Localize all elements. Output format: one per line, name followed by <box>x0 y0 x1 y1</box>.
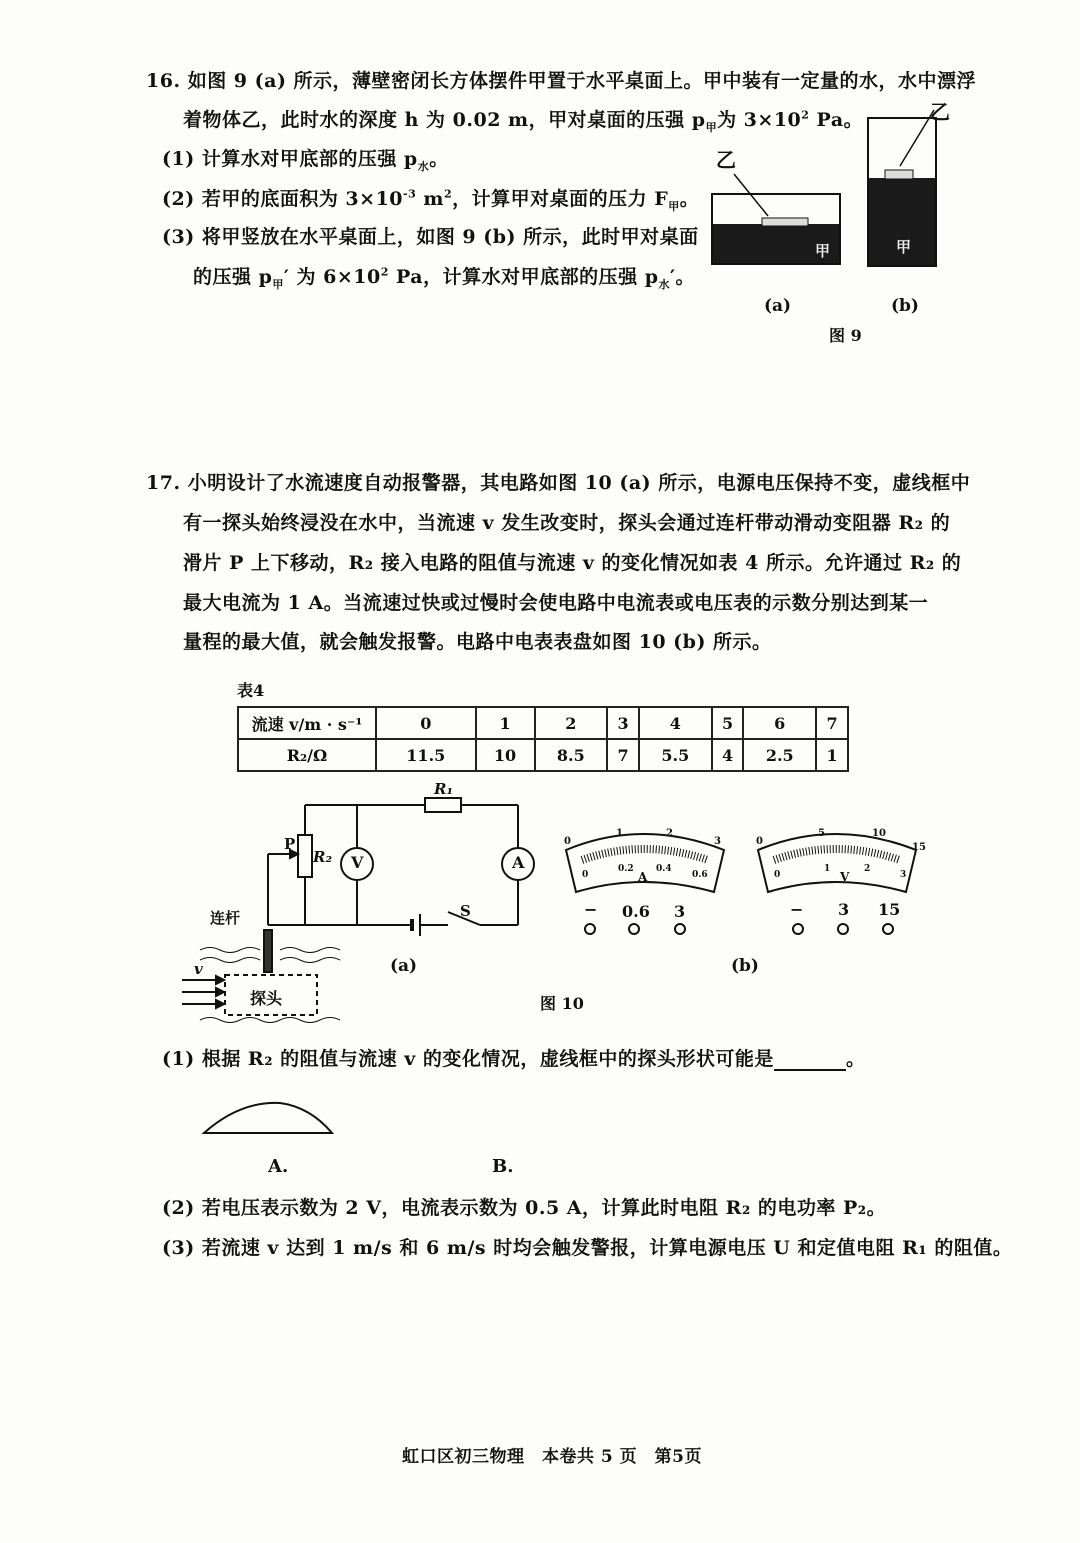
table-cell: 8.5 <box>535 739 608 771</box>
q17-number: 17. <box>146 472 181 494</box>
table-cell: 5.5 <box>639 739 712 771</box>
ammeter-top-2: 2 <box>666 828 673 839</box>
ammeter-terminal-06: 0.6 <box>622 902 650 921</box>
resistor-r1 <box>425 798 461 812</box>
voltmeter-top-2: 10 <box>872 828 886 839</box>
voltmeter-terminal-neg: − <box>790 900 804 919</box>
ammeter-bottom-1: 0.2 <box>618 864 634 874</box>
circuit-diagram <box>180 780 550 1030</box>
ammeter-terminal-3: 3 <box>674 902 686 921</box>
voltmeter-bottom-2: 2 <box>864 864 871 874</box>
voltmeter-face <box>758 834 916 892</box>
label-p: P <box>284 835 296 853</box>
q17-part3: (3) 若流速 v 达到 1 m/s 和 6 m/s 时均会触发警报，计算电源电压 U 和定值电阻 R₁ 的阻值。 <box>162 1237 1013 1259</box>
q17-stem-line4: 最大电流为 1 A。当流速过快或过慢时会使电路中电流表或电压表的示数分别达到某一 <box>183 592 929 614</box>
probe-shape-a <box>200 1095 340 1140</box>
option-a-label: A. <box>268 1156 289 1177</box>
q16-stem-line1: 16. 如图 9 (a) 所示，薄壁密闭长方体摆件甲置于水平桌面上。甲中装有一定量的水，水中漂浮 <box>146 70 977 92</box>
table4-header-speed: 流速 v/m · s⁻¹ <box>238 707 376 739</box>
voltmeter-terminal-15: 15 <box>878 900 901 919</box>
label-r2: R₂ <box>313 848 333 866</box>
table-cell: 5 <box>712 707 744 739</box>
q17-stem-line5: 量程的最大值，就会触发报警。电路中电表表盘如图 10 (b) 所示。 <box>183 631 772 653</box>
table4-header-r2: R₂/Ω <box>238 739 376 771</box>
table4-row-speed <box>238 707 848 739</box>
label-switch: S <box>460 902 471 920</box>
q16-part2: (2) 若甲的底面积为 $3\times 10^{-3}$ $m^2$，计算甲对桌面的压力 $F_甲$。 <box>162 187 700 213</box>
fig10-caption-b: (b) <box>731 956 759 976</box>
table-cell: 10 <box>476 739 535 771</box>
resistor-r2 <box>298 835 312 877</box>
table-cell: 1 <box>816 739 848 771</box>
fig9a-label-jia: 甲 <box>815 242 831 260</box>
voltmeter-top-1: 5 <box>818 828 825 839</box>
voltmeter-terminal-3: 3 <box>838 900 850 919</box>
q17-stem-line3: 滑片 P 上下移动，R₂ 接入电路的阻值与流速 v 的变化情况如表 4 所示。允许通过 R₂ 的 <box>183 552 962 574</box>
fig9-caption-a: (a) <box>764 296 792 316</box>
ammeter-terminal-neg: − <box>584 900 598 919</box>
voltmeter-unit: V <box>840 870 850 884</box>
fig10-title: 图 10 <box>540 994 584 1013</box>
table-cell: 4 <box>712 739 744 771</box>
fig9a-label-yi: 乙 <box>716 148 736 172</box>
q16-part3-line1: (3) 将甲竖放在水平桌面上，如图 9 (b) 所示，此时甲对桌面 <box>162 226 699 248</box>
label-voltmeter: V <box>351 853 364 872</box>
table-cell: 0 <box>376 707 476 739</box>
answer-blank[interactable] <box>774 1051 846 1071</box>
ammeter-bottom-2: 0.4 <box>656 864 672 874</box>
voltmeter-bottom-3: 3 <box>900 870 907 880</box>
table-cell: 4 <box>639 707 712 739</box>
label-rod: 连杆 <box>210 909 241 927</box>
ammeter-top-0: 0 <box>564 836 571 847</box>
q17-part2: (2) 若电压表示数为 2 V，电流表示数为 0.5 A，计算此时电阻 R₂ 的电功率 P₂。 <box>162 1197 887 1219</box>
fig9-title: 图 9 <box>829 326 862 345</box>
table4 <box>237 706 849 772</box>
q17-stem-line1: 17. 小明设计了水流速度自动报警器，其电路如图 10 (a) 所示，电源电压保持不变，虚线框中 <box>146 472 971 494</box>
voltmeter-top-3: 15 <box>912 842 926 853</box>
voltmeter-bottom-1: 1 <box>824 864 831 874</box>
table-cell: 2.5 <box>743 739 816 771</box>
q16-part3-line2: 的压强 $p_甲'$ 为 $6\times 10^2$ Pa，计算水对甲底部的压强 $p_水'$。 <box>193 265 696 291</box>
option-b-label: B. <box>492 1156 514 1177</box>
fig9-caption-b: (b) <box>891 296 919 316</box>
terminal-posts <box>580 920 900 940</box>
fig9b-label-yi: 乙 <box>930 100 950 124</box>
label-ammeter: A <box>512 853 525 872</box>
table-cell: 2 <box>535 707 608 739</box>
ammeter-bottom-0: 0 <box>582 870 589 880</box>
rod <box>264 930 272 972</box>
table-cell: 7 <box>816 707 848 739</box>
label-flow-v: v <box>194 960 203 978</box>
ammeter-top-3: 3 <box>714 836 721 847</box>
ammeter-top-1: 1 <box>616 828 623 839</box>
table4-title: 表4 <box>237 681 265 700</box>
table-cell: 1 <box>476 707 535 739</box>
ammeter-unit: A <box>638 870 648 884</box>
table4-row-resistance <box>238 739 848 771</box>
page-footer: 虹口区初三物理 本卷共 5 页 第5页 <box>402 1447 702 1467</box>
q16-part1: (1) 计算水对甲底部的压强 $p_水$。 <box>162 148 449 173</box>
label-r1: R₁ <box>434 780 454 798</box>
fig10-caption-a: (a) <box>390 956 418 976</box>
table-cell: 6 <box>743 707 816 739</box>
fig9b-label-jia: 甲 <box>896 238 912 256</box>
q17-stem-line2: 有一探头始终浸没在水中，当流速 v 发生改变时，探头会通过连杆带动滑动变阻器 R₂ 的 <box>183 512 951 534</box>
q17-part1: (1) 根据 R₂ 的阻值与流速 v 的变化情况，虚线框中的探头形状可能是 。 <box>162 1048 866 1070</box>
ammeter-bottom-3: 0.6 <box>692 870 708 880</box>
figure-9 <box>700 96 950 296</box>
q16-number: 16. <box>146 70 181 92</box>
voltmeter-bottom-0: 0 <box>774 870 781 880</box>
table-cell: 7 <box>607 739 639 771</box>
table-cell: 11.5 <box>376 739 476 771</box>
q16-stem-line2: 着物体乙，此时水的深度 h 为 0.02 m，甲对桌面的压强 $p_甲$为 $3\times 10^2$ Pa。 <box>183 108 864 134</box>
table-cell: 3 <box>607 707 639 739</box>
voltmeter-top-0: 0 <box>756 836 763 847</box>
label-probe: 探头 <box>250 989 283 1008</box>
